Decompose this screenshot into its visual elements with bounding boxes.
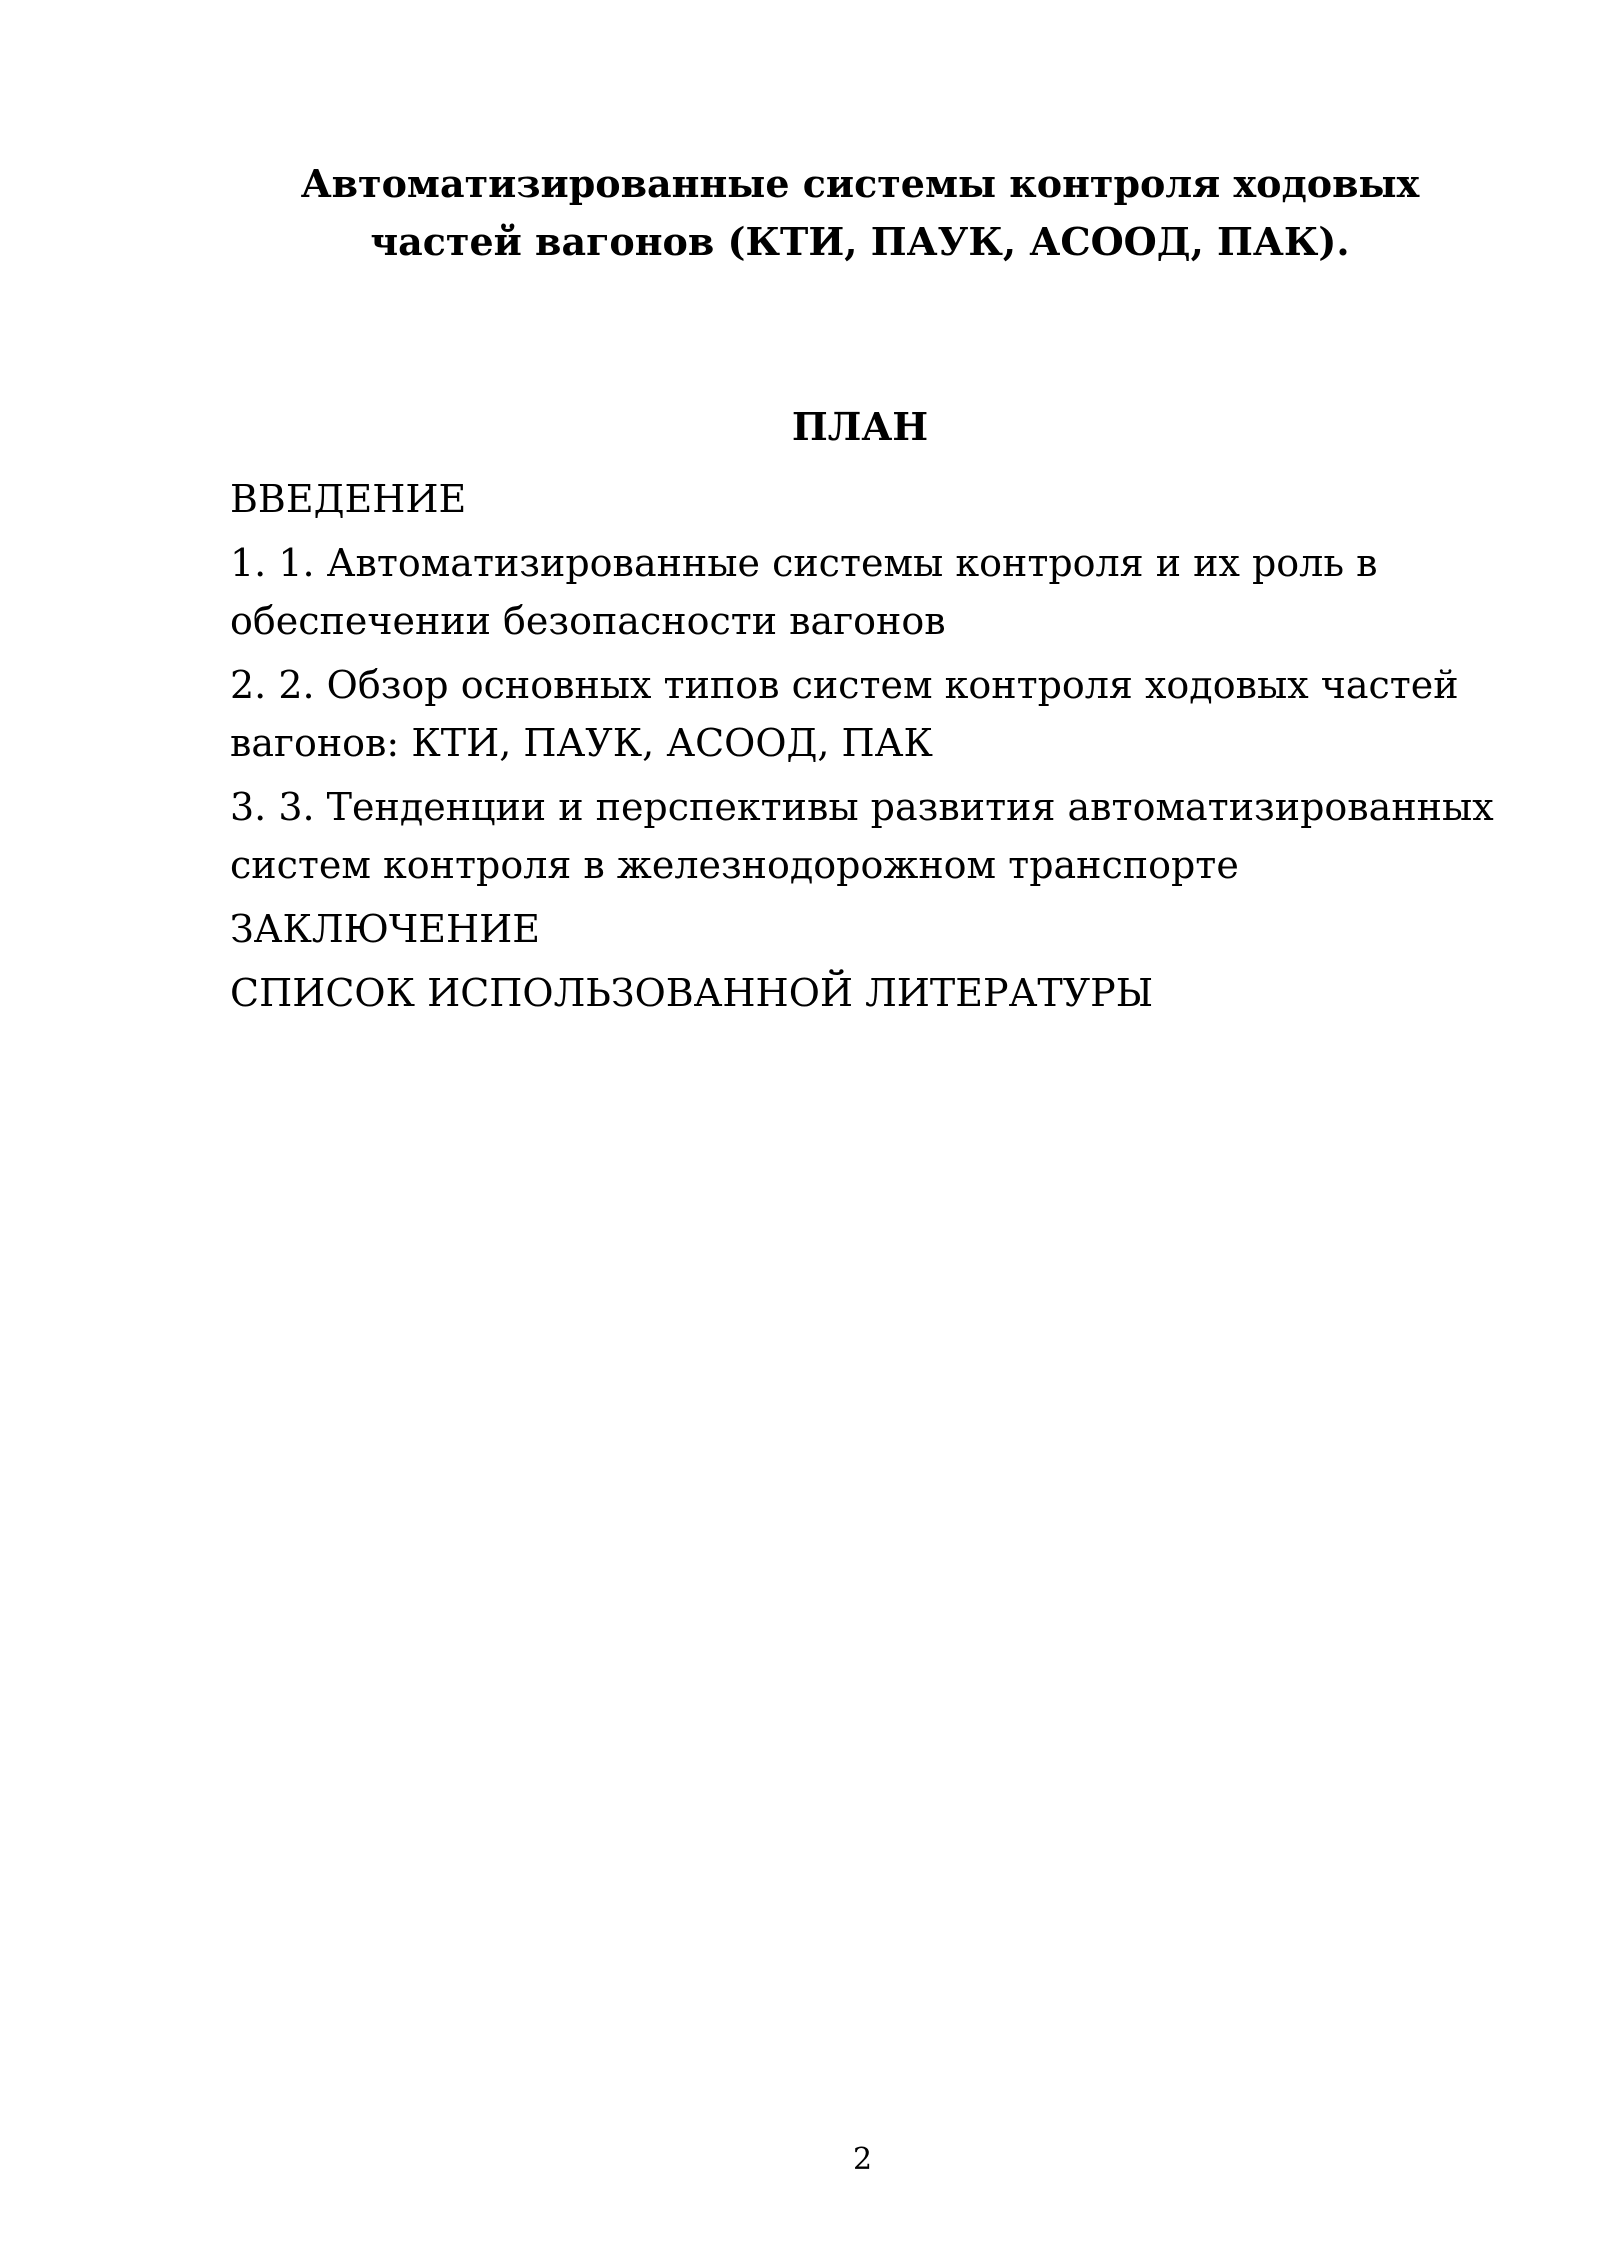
document-title: Автоматизированные системы контроля ходовых частей вагонов (КТИ, ПАУК, АСООД, ПАК). (300, 161, 1420, 264)
plan-heading: ПЛАН (791, 404, 929, 449)
toc-item-conclusion: ЗАКЛЮЧЕНИЕ (230, 907, 541, 951)
toc-item-references: СПИСОК ИСПОЛЬЗОВАННОЙ ЛИТЕРАТУРЫ (230, 971, 1154, 1015)
table-of-contents (230, 470, 1530, 1028)
toc-item-introduction: ВВЕДЕНИЕ (230, 477, 467, 521)
toc-item-chapter-1: 1. 1. Автоматизированные системы контроля и их роль в обеспечении безопасности вагонов (230, 541, 1378, 643)
toc-item-chapter-3: 3. 3. Тенденции и перспективы развития автоматизированных систем контроля в железнодорожном транспорте (230, 785, 1494, 887)
toc-item-chapter-2: 2. 2. Обзор основных типов систем контроля ходовых частей вагонов: КТИ, ПАУК, АСООД, ПАК (230, 663, 1459, 765)
page-number: 2 (852, 2142, 873, 2177)
